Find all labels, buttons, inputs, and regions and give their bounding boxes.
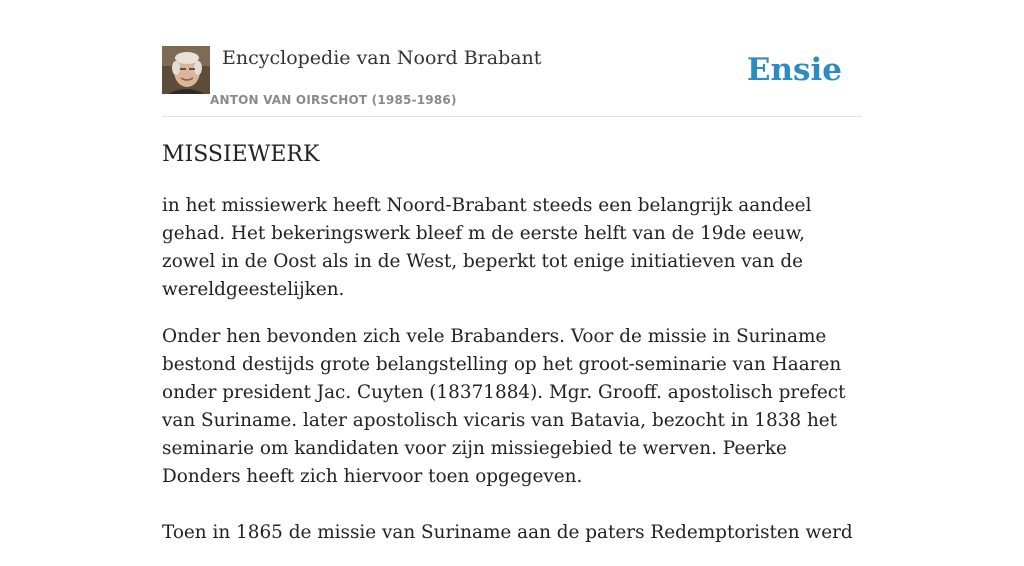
ensie-logo[interactable]: Ensie xyxy=(746,52,842,88)
author-name[interactable]: ANTON VAN OIRSCHOT (1985-1986) xyxy=(210,93,457,107)
article xyxy=(162,140,862,566)
article-paragraph: Onder hen bevonden zich vele Brabanders. Voor de missie in Suriname bestond destijds grote belangstelling op het groot-seminarie van Haaren onder president Jac. Cuyten (18371884). Mgr. Grooff. apostolisch prefect van Suriname. later apostolisch vicaris van Batavia, bezocht in 1838 het seminarie om kandidaten voor zijn missiegebied te werven. Peerke Donders heeft zich hiervoor toen opgegeven. xyxy=(162,326,846,487)
page-header xyxy=(162,46,862,117)
author-portrait-icon xyxy=(162,46,210,94)
avatar[interactable] xyxy=(162,46,210,94)
article-paragraph: in het missiewerk heeft Noord-Brabant steeds een belangrijk aandeel gehad. Het bekeringswerk bleef m de eerste helft van de 19de eeuw, zowel in de Oost als in de West, beperkt tot enige initiatieven van de wereldgeestelijken. xyxy=(162,195,812,300)
article-paragraph: Toen in 1865 de missie van Suriname aan de paters Redemptoristen werd xyxy=(162,522,853,543)
article-title: MISSIEWERK xyxy=(162,142,320,167)
source-title[interactable]: Encyclopedie van Noord Brabant xyxy=(222,47,542,69)
